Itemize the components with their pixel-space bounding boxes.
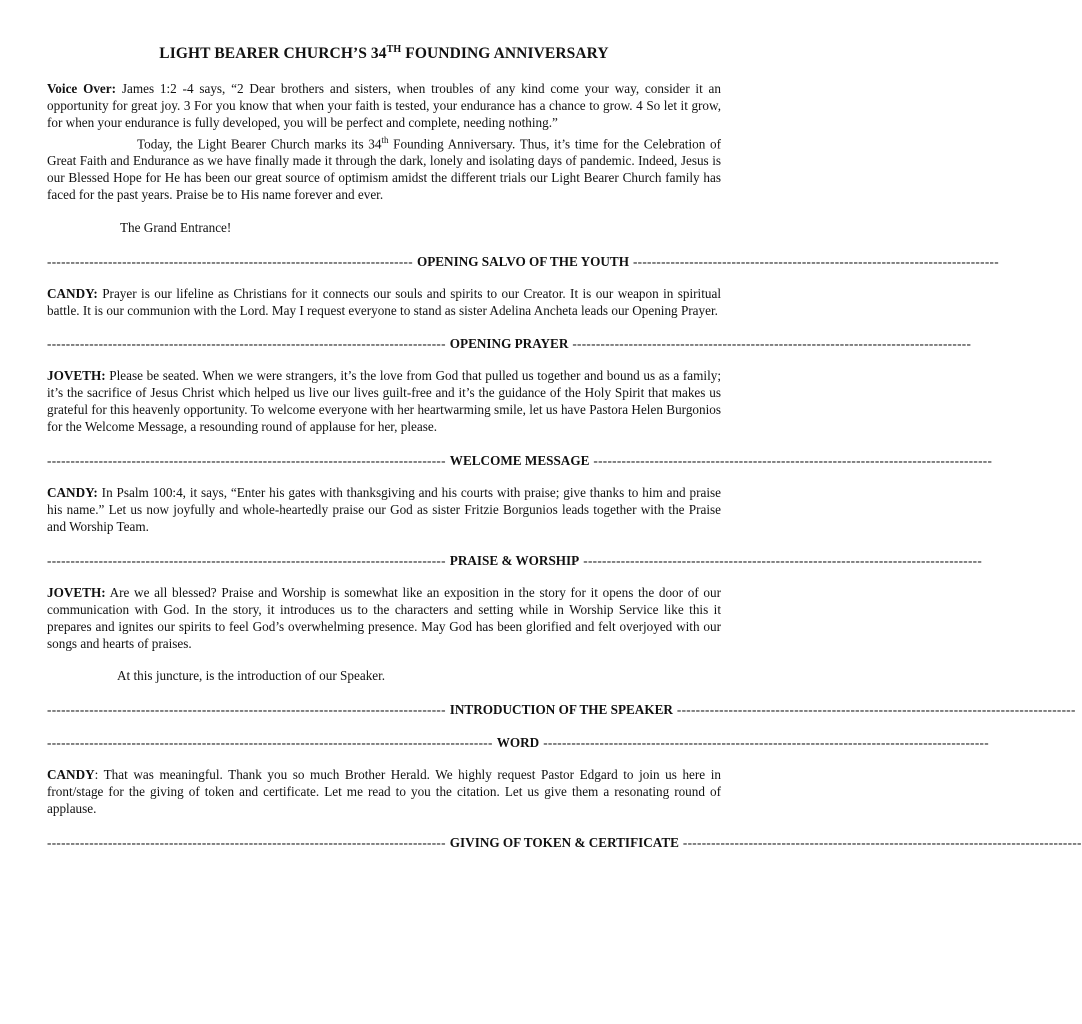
section-divider-welcome-message: [47, 452, 993, 469]
section-heading: OPENING SALVO OF THE YOUTH: [416, 253, 629, 269]
dash-rule: -------------------------------------------------------------------------------------: [47, 552, 446, 568]
paragraph-text: James 1:2 -4 says, “2 Dear brothers and sisters, when troubles of any kind come your way, consider it an opportunity for great joy. 3 For you know that when your faith is tested, your endurance has a chance to grow. 4 So let it grow, for when your endurance is fully developed, you will be perfect and complete, needing nothing.”: [47, 81, 721, 130]
dash-rule: -------------------------------------------------------------------------------------: [47, 336, 446, 352]
dash-rule: -----------------------------------------------------------------------------------------------: [47, 735, 493, 751]
dash-rule: -------------------------------------------------------------------------------------: [676, 702, 1076, 718]
anniversary-paragraph: [47, 132, 721, 204]
section-heading: GIVING OF TOKEN & CERTIFICATE: [449, 835, 679, 851]
speaker-label: CANDY:: [47, 285, 98, 301]
speaker-label: JOVETH:: [47, 368, 106, 384]
grand-entrance-line: The Grand Entrance!: [120, 219, 232, 235]
speaker-label: CANDY: [47, 767, 95, 783]
paragraph-text: Prayer is our lifeline as Christians for it connects our souls and spirits to our Creator. It is our weapon in spiritual battle. It is our communion with the Lord. May I request everyone to stand as sister Adelina Ancheta leads our Opening Prayer.: [47, 285, 721, 318]
voice-over-paragraph: [47, 81, 721, 132]
paragraph-text: Are we all blessed? Praise and Worship is somewhat like an exposition in the story for it opens the door of our communication with God. In the story, it introduces us to the characters and setting while in Worship Service like this it prepares and ignites our spirits to feel God’s overwhelming presence. May God has been glorified and felt overjoyed with our songs and hearts of praises.: [47, 584, 721, 651]
superscript: th: [381, 134, 389, 145]
dash-rule: -------------------------------------------------------------------------------------: [583, 552, 983, 568]
paragraph-text: Today, the Light Bearer Church marks its 34: [137, 136, 382, 152]
section-heading: INTRODUCTION OF THE SPEAKER: [449, 702, 673, 718]
dash-rule: -------------------------------------------------------------------------------------: [47, 835, 446, 851]
dash-rule: ------------------------------------------------------------------------------: [632, 253, 999, 269]
joveth-paragraph-2: [47, 585, 721, 653]
section-divider-opening-prayer: [47, 335, 972, 352]
section-heading: WORD: [496, 735, 540, 751]
candy-paragraph-1: [47, 286, 721, 320]
section-heading: PRAISE & WORSHIP: [449, 552, 580, 568]
dash-rule: -------------------------------------------------------------------------------------: [47, 702, 446, 718]
document-title: [47, 44, 721, 63]
paragraph-text: Founding Anniversary. Thus, it’s time for the Celebration of Great Faith and Endurance as we have finally made it through the dark, lonely and isolating days of pandemic. Indeed, Jesus is our Blessed Hope for He has been our great source of optimism amidst the different trials our Light Bearer Church family has faced for the past years. Praise be to His name forever and ever.: [47, 136, 721, 202]
joveth-paragraph-1: [47, 368, 721, 436]
section-heading: OPENING PRAYER: [449, 336, 569, 352]
section-divider-opening-salvo: [47, 253, 999, 270]
dash-rule: -------------------------------------------------------------------------------------: [593, 453, 993, 469]
section-heading: WELCOME MESSAGE: [449, 453, 590, 469]
speaker-label: Voice Over:: [47, 81, 117, 96]
candy-paragraph-3: [47, 767, 721, 818]
dash-rule: -------------------------------------------------------------------------------------: [682, 835, 1082, 851]
paragraph-text: In Psalm 100:4, it says, “Enter his gates with thanksgiving and his courts with praise; give thanks to him and praise his name.” Let us now joyfully and whole-heartedly praise our God as sister Fritzie Borgunios leads together with the Praise and Worship Team.: [47, 485, 721, 534]
title-text: LIGHT BEARER CHURCH’S 34: [159, 45, 387, 62]
section-divider-praise-worship: [47, 552, 983, 569]
dash-rule: -------------------------------------------------------------------------------------: [572, 336, 972, 352]
speaker-label: JOVETH:: [47, 584, 106, 600]
juncture-line: At this juncture, is the introduction of our Speaker.: [117, 668, 386, 684]
section-divider-token-certificate: [47, 834, 1082, 851]
paragraph-text: : That was meaningful. Thank you so much Brother Herald. We highly request Pastor Edgard to join us here in front/stage for the giving of token and certificate. Let me read to you the citation. Let us give them a resonating round of applause.: [47, 767, 721, 817]
candy-paragraph-2: [47, 485, 721, 536]
section-divider-word: [47, 734, 989, 751]
title-text-rest: FOUNDING ANNIVERSARY: [401, 45, 609, 62]
dash-rule: ------------------------------------------------------------------------------: [47, 253, 413, 269]
title-superscript: TH: [386, 44, 402, 55]
paragraph-text: Please be seated. When we were strangers, it’s the love from God that pulled us together and bound us as a family; it’s the sacrifice of Jesus Christ which helped us live our lives guilt-free and it’s the guidance of the Holy Spirit that makes us grateful for this heavenly opportunity. To welcome everyone with her heartwarming smile, let us have Pastora Helen Burgonios for the Welcome Message, a resounding round of applause for her, please.: [47, 368, 721, 435]
speaker-label: CANDY:: [47, 485, 98, 501]
dash-rule: -----------------------------------------------------------------------------------------------: [543, 735, 989, 751]
dash-rule: -------------------------------------------------------------------------------------: [47, 453, 446, 469]
section-divider-intro-speaker: [47, 701, 1076, 718]
